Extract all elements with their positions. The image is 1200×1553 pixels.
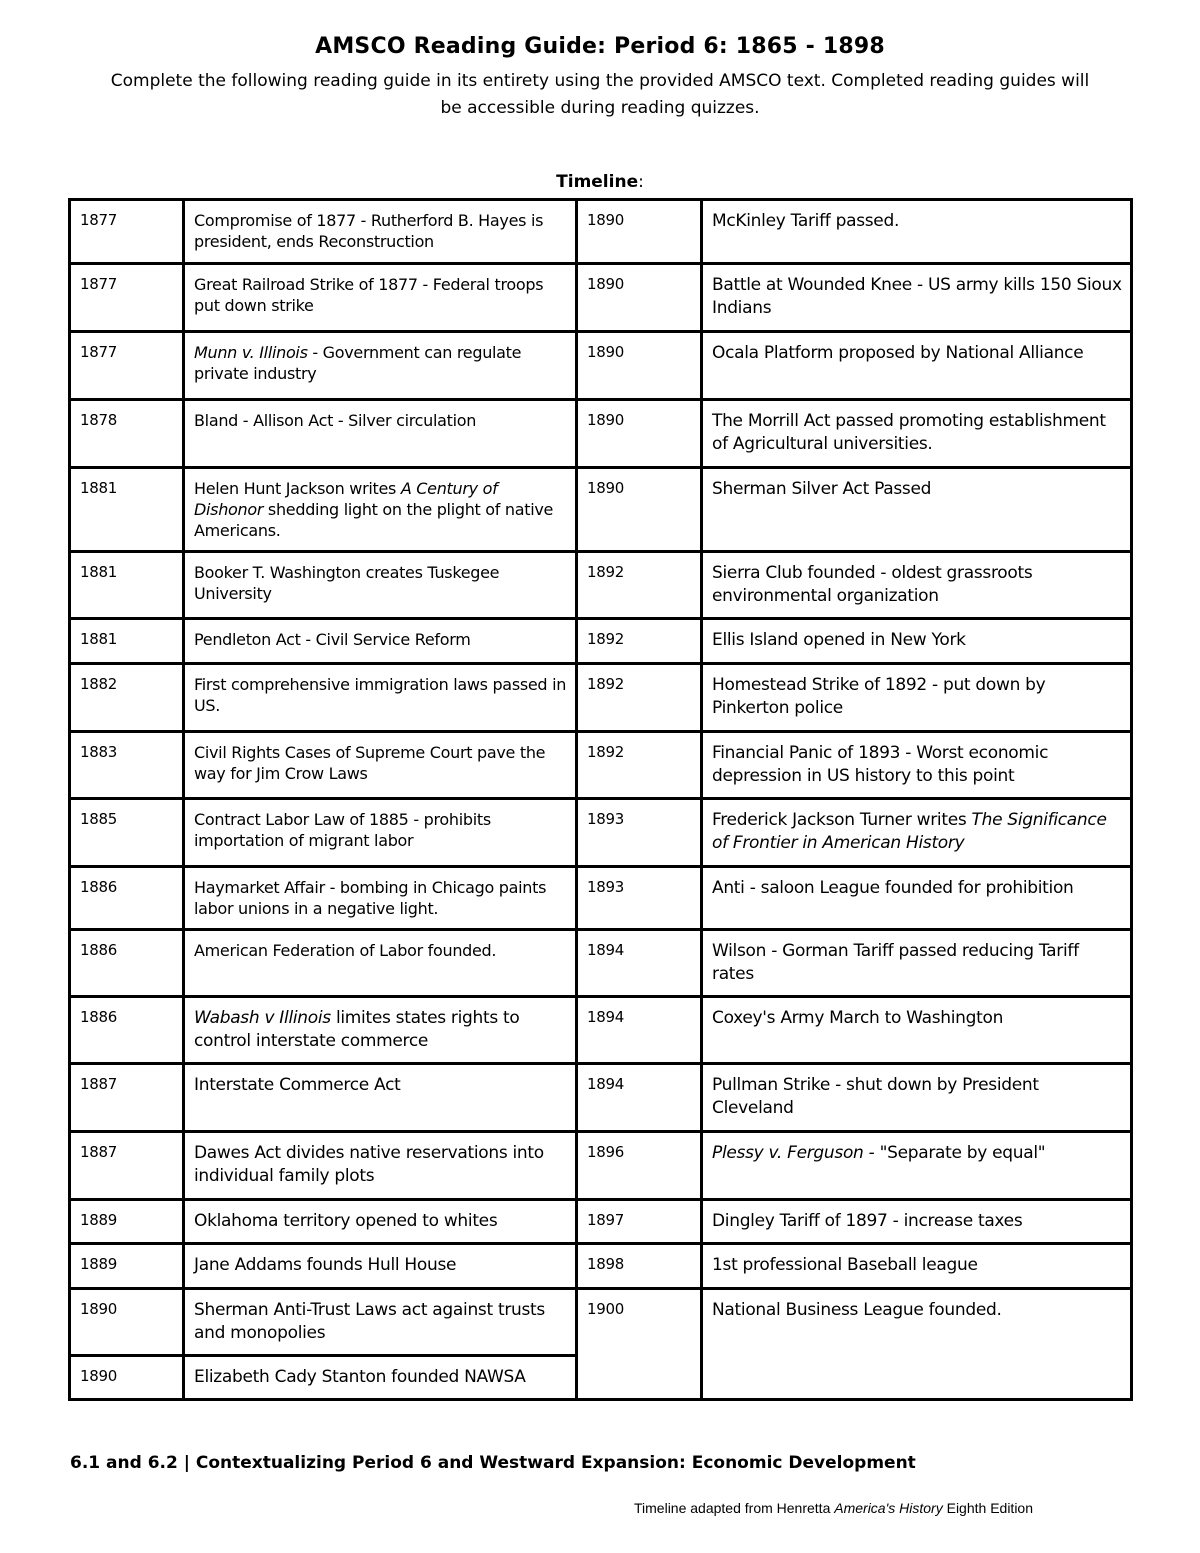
timeline-heading-label: Timeline <box>556 172 639 192</box>
footer-credit: Timeline adapted from Henretta America's History Eighth Edition <box>634 1500 1034 1516</box>
right-year: 1893 <box>577 799 702 867</box>
table-row <box>70 1200 1132 1244</box>
left-year: 1878 <box>70 400 184 468</box>
table-row <box>70 200 1132 264</box>
page-title: AMSCO Reading Guide: Period 6: 1865 - 1898 <box>315 34 885 59</box>
right-year: 1897 <box>577 1200 702 1244</box>
table-row <box>70 1064 1132 1132</box>
instructions-line-2: be accessible during reading quizzes. <box>440 98 760 118</box>
left-year: 1882 <box>70 664 184 732</box>
right-year: 1894 <box>577 997 702 1064</box>
right-year: 1890 <box>577 200 702 264</box>
left-event: Munn v. Illinois - Government can regulate private industry <box>184 332 577 400</box>
timeline-table <box>68 198 1133 1401</box>
right-event: McKinley Tariff passed. <box>702 200 1132 264</box>
left-event: Helen Hunt Jackson writes A Century of Dishonor shedding light on the plight of native Americans. <box>184 468 577 552</box>
right-year: 1898 <box>577 1244 702 1289</box>
left-event: Sherman Anti-Trust Laws act against trusts and monopolies <box>184 1289 577 1356</box>
table-row <box>70 400 1132 468</box>
case-title: Munn v. Illinois <box>194 343 308 362</box>
instructions-line-1: Complete the following reading guide in its entirety using the provided AMSCO text. Completed reading guides will <box>110 71 1090 91</box>
right-event: Homestead Strike of 1892 - put down by Pinkerton police <box>702 664 1132 732</box>
left-event: First comprehensive immigration laws passed in US. <box>184 664 577 732</box>
right-year: 1890 <box>577 264 702 332</box>
right-event: The Morrill Act passed promoting establishment of Agricultural universities. <box>702 400 1132 468</box>
left-event: Elizabeth Cady Stanton founded NAWSA <box>184 1356 577 1400</box>
right-event: Pullman Strike - shut down by President Cleveland <box>702 1064 1132 1132</box>
right-event: Battle at Wounded Knee - US army kills 150 Sioux Indians <box>702 264 1132 332</box>
right-event: Frederick Jackson Turner writes The Significance of Frontier in American History <box>702 799 1132 867</box>
right-year: 1894 <box>577 1064 702 1132</box>
left-year: 1877 <box>70 264 184 332</box>
table-row <box>70 930 1132 997</box>
right-year: 1894 <box>577 930 702 997</box>
right-year: 1892 <box>577 552 702 619</box>
footer-book-title: America's History <box>834 1500 943 1516</box>
right-year: 1890 <box>577 332 702 400</box>
right-year: 1892 <box>577 732 702 799</box>
right-event: National Business League founded. <box>702 1289 1132 1400</box>
left-year: 1889 <box>70 1200 184 1244</box>
book-title: The Significance of Frontier in American History <box>712 810 1107 853</box>
left-event: Wabash v Illinois limites states rights to control interstate commerce <box>184 997 577 1064</box>
table-row <box>70 552 1132 619</box>
case-title: Plessy v. Ferguson <box>712 1143 864 1163</box>
left-year: 1886 <box>70 867 184 930</box>
left-event: Interstate Commerce Act <box>184 1064 577 1132</box>
right-year: 1890 <box>577 400 702 468</box>
left-event: Bland - Allison Act - Silver circulation <box>184 400 577 468</box>
table-row <box>70 332 1132 400</box>
left-event: Civil Rights Cases of Supreme Court pave the way for Jim Crow Laws <box>184 732 577 799</box>
left-event: Compromise of 1877 - Rutherford B. Hayes is president, ends Reconstruction <box>184 200 577 264</box>
right-year: 1890 <box>577 468 702 552</box>
right-event: Plessy v. Ferguson - "Separate by equal" <box>702 1132 1132 1200</box>
table-row <box>70 799 1132 867</box>
timeline-heading <box>0 172 1200 192</box>
right-year: 1893 <box>577 867 702 930</box>
timeline-heading-colon: : <box>638 172 644 192</box>
right-year: 1892 <box>577 664 702 732</box>
left-year: 1881 <box>70 552 184 619</box>
left-year: 1886 <box>70 997 184 1064</box>
book-title: A Century of Dishonor <box>194 479 498 519</box>
left-event: Oklahoma territory opened to whites <box>184 1200 577 1244</box>
section-heading: 6.1 and 6.2 | Contextualizing Period 6 and Westward Expansion: Economic Development <box>70 1453 916 1473</box>
left-year: 1881 <box>70 619 184 664</box>
table-row <box>70 664 1132 732</box>
left-year: 1877 <box>70 200 184 264</box>
right-event: Ellis Island opened in New York <box>702 619 1132 664</box>
table-row <box>70 1289 1132 1356</box>
table-row <box>70 468 1132 552</box>
right-event: 1st professional Baseball league <box>702 1244 1132 1289</box>
right-event: Sherman Silver Act Passed <box>702 468 1132 552</box>
left-year: 1885 <box>70 799 184 867</box>
left-year: 1887 <box>70 1132 184 1200</box>
case-title: Wabash v Illinois <box>194 1008 331 1028</box>
left-event: Contract Labor Law of 1885 - prohibits importation of migrant labor <box>184 799 577 867</box>
left-year: 1881 <box>70 468 184 552</box>
left-year: 1890 <box>70 1356 184 1400</box>
table-row <box>70 997 1132 1064</box>
table-row <box>70 619 1132 664</box>
left-year: 1890 <box>70 1289 184 1356</box>
table-row <box>70 732 1132 799</box>
right-event: Wilson - Gorman Tariff passed reducing Tariff rates <box>702 930 1132 997</box>
instructions <box>70 68 1130 122</box>
right-event: Dingley Tariff of 1897 - increase taxes <box>702 1200 1132 1244</box>
table-row <box>70 264 1132 332</box>
table-row <box>70 867 1132 930</box>
left-event: Pendleton Act - Civil Service Reform <box>184 619 577 664</box>
left-year: 1883 <box>70 732 184 799</box>
right-event: Financial Panic of 1893 - Worst economic depression in US history to this point <box>702 732 1132 799</box>
right-event: Ocala Platform proposed by National Alliance <box>702 332 1132 400</box>
table-row <box>70 1244 1132 1289</box>
left-event: Jane Addams founds Hull House <box>184 1244 577 1289</box>
left-event: Dawes Act divides native reservations into individual family plots <box>184 1132 577 1200</box>
right-year: 1896 <box>577 1132 702 1200</box>
right-year: 1892 <box>577 619 702 664</box>
right-event: Anti - saloon League founded for prohibition <box>702 867 1132 930</box>
left-year: 1889 <box>70 1244 184 1289</box>
left-event: Booker T. Washington creates Tuskegee University <box>184 552 577 619</box>
right-year: 1900 <box>577 1289 702 1400</box>
left-event: American Federation of Labor founded. <box>184 930 577 997</box>
left-year: 1886 <box>70 930 184 997</box>
left-event: Great Railroad Strike of 1877 - Federal troops put down strike <box>184 264 577 332</box>
right-event: Sierra Club founded - oldest grassroots environmental organization <box>702 552 1132 619</box>
right-event: Coxey's Army March to Washington <box>702 997 1132 1064</box>
left-year: 1877 <box>70 332 184 400</box>
table-row <box>70 1132 1132 1200</box>
left-event: Haymarket Affair - bombing in Chicago paints labor unions in a negative light. <box>184 867 577 930</box>
left-year: 1887 <box>70 1064 184 1132</box>
